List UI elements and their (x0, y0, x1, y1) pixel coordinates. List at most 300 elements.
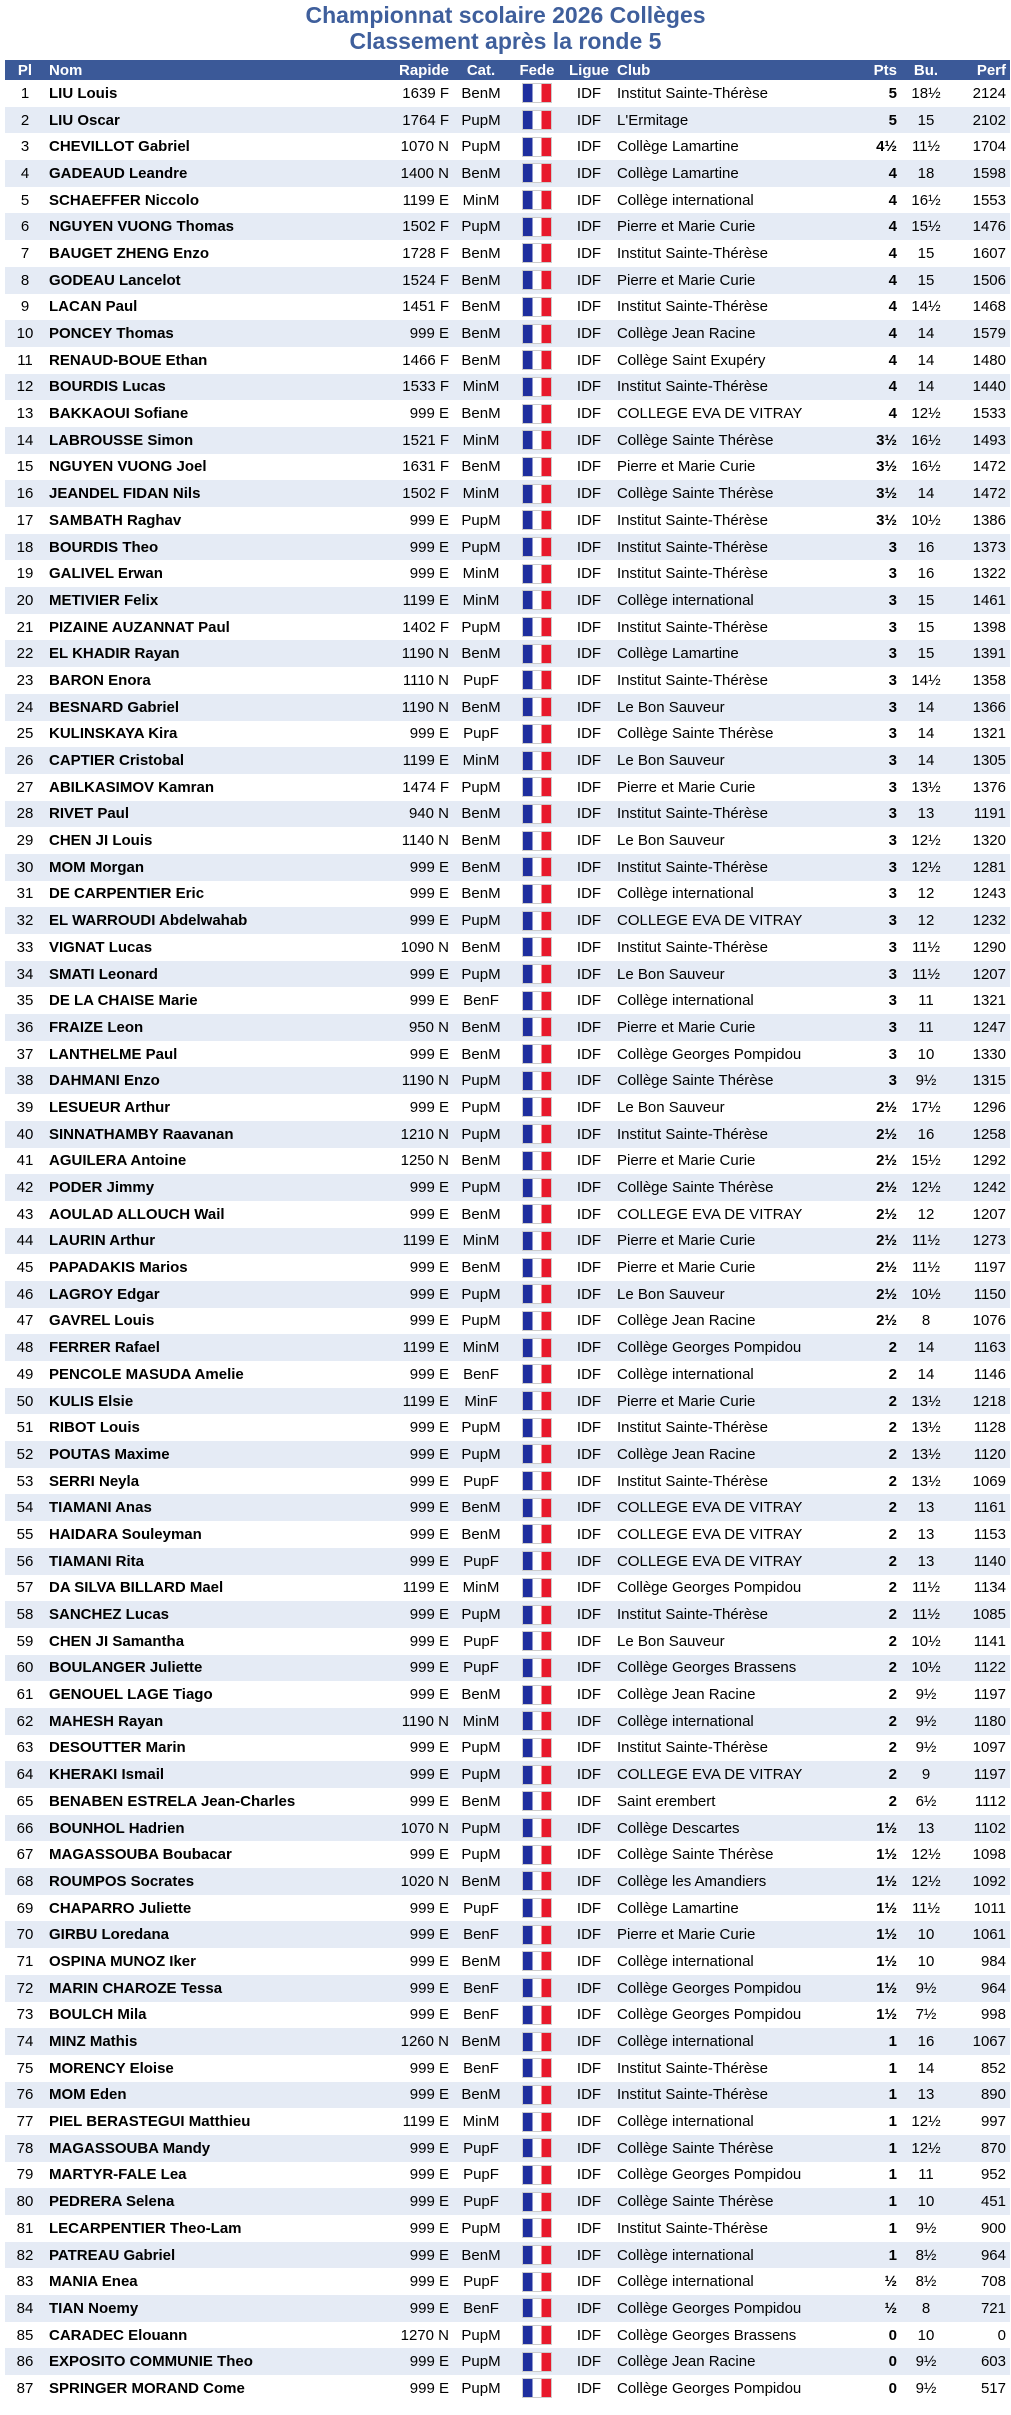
table-row[interactable] (5, 1228, 1010, 1255)
table-row[interactable] (5, 1655, 1010, 1682)
cell-category: MinM (453, 427, 509, 454)
cell-federation (509, 534, 565, 561)
cell-league: IDF (565, 2082, 613, 2109)
table-row[interactable] (5, 1148, 1010, 1175)
cell-rating: 999 E (385, 1441, 453, 1468)
france-flag-icon (522, 1258, 552, 1278)
cell-player-name[interactable]: RIBOT Louis (45, 1414, 385, 1441)
cell-player-name[interactable]: LACAN Paul (45, 294, 385, 321)
table-row[interactable] (5, 1094, 1010, 1121)
cell-points: 3 (851, 667, 901, 694)
cell-category: PupF (453, 667, 509, 694)
table-row[interactable] (5, 1788, 1010, 1815)
cell-rating: 999 E (385, 2295, 453, 2322)
table-row[interactable] (5, 1041, 1010, 1068)
cell-player-name[interactable]: EXPOSITO COMMUNIE Theo (45, 2348, 385, 2375)
cell-place: 24 (5, 694, 45, 721)
cell-player-name[interactable]: DAHMANI Enzo (45, 1067, 385, 1094)
cell-points: 2 (851, 1414, 901, 1441)
cell-buchholz: 18½ (901, 80, 951, 107)
cell-points: 1½ (851, 1948, 901, 1975)
table-row[interactable] (5, 721, 1010, 748)
table-row[interactable] (5, 240, 1010, 267)
cell-federation (509, 1148, 565, 1175)
cell-federation (509, 640, 565, 667)
cell-federation (509, 1868, 565, 1895)
cell-player-name[interactable]: EL WARROUDI Abdelwahab (45, 907, 385, 934)
cell-player-name[interactable]: RENAUD-BOUE Ethan (45, 347, 385, 374)
cell-performance: 1102 (951, 1815, 1010, 1842)
cell-federation (509, 1041, 565, 1068)
cell-buchholz: 12½ (901, 1841, 951, 1868)
table-row[interactable] (5, 480, 1010, 507)
cell-player-name[interactable]: HAIDARA Souleyman (45, 1521, 385, 1548)
cell-rating: 1524 F (385, 267, 453, 294)
cell-player-name[interactable]: PIZAINE AUZANNAT Paul (45, 614, 385, 641)
cell-player-name[interactable]: EL KHADIR Rayan (45, 640, 385, 667)
cell-player-name[interactable]: SPRINGER MORAND Come (45, 2375, 385, 2402)
cell-player-name[interactable]: GIRBU Loredana (45, 1921, 385, 1948)
cell-player-name[interactable]: KULIS Elsie (45, 1388, 385, 1415)
cell-category: BenM (453, 240, 509, 267)
cell-performance: 997 (951, 2108, 1010, 2135)
cell-player-name[interactable]: GADEAUD Leandre (45, 160, 385, 187)
table-row[interactable] (5, 1601, 1010, 1628)
table-row[interactable] (5, 2268, 1010, 2295)
column-header-federation[interactable]: Fede (509, 60, 565, 80)
cell-buchholz: 10½ (901, 1281, 951, 1308)
table-row[interactable] (5, 1254, 1010, 1281)
cell-rating: 999 E (385, 1628, 453, 1655)
table-row[interactable] (5, 640, 1010, 667)
cell-place: 32 (5, 907, 45, 934)
cell-club: Collège international (613, 1708, 851, 1735)
cell-rating: 1400 N (385, 160, 453, 187)
table-row[interactable] (5, 1761, 1010, 1788)
cell-player-name[interactable]: POUTAS Maxime (45, 1441, 385, 1468)
column-header-performance[interactable]: Perf (951, 60, 1010, 80)
column-header-points[interactable]: Pts (851, 60, 901, 80)
cell-points: 3½ (851, 480, 901, 507)
cell-player-name[interactable]: MANIA Enea (45, 2268, 385, 2295)
cell-points: 2 (851, 1334, 901, 1361)
cell-player-name[interactable]: FRAIZE Leon (45, 1014, 385, 1041)
table-row[interactable] (5, 1308, 1010, 1335)
table-row[interactable] (5, 987, 1010, 1014)
cell-player-name[interactable]: MOM Morgan (45, 854, 385, 881)
table-row[interactable] (5, 454, 1010, 481)
cell-club: Institut Sainte-Thérèse (613, 240, 851, 267)
cell-player-name[interactable]: SMATI Leonard (45, 961, 385, 988)
table-row[interactable] (5, 2242, 1010, 2269)
cell-category: PupF (453, 721, 509, 748)
table-row[interactable] (5, 2002, 1010, 2029)
cell-player-name[interactable]: BOUNHOL Hadrien (45, 1815, 385, 1842)
cell-player-name[interactable]: AOULAD ALLOUCH Wail (45, 1201, 385, 1228)
table-row[interactable] (5, 1174, 1010, 1201)
cell-performance: 1098 (951, 1841, 1010, 1868)
cell-performance: 1120 (951, 1441, 1010, 1468)
cell-player-name[interactable]: TIAMANI Rita (45, 1548, 385, 1575)
cell-player-name[interactable]: DA SILVA BILLARD Mael (45, 1575, 385, 1602)
cell-league: IDF (565, 560, 613, 587)
cell-player-name[interactable]: MAHESH Rayan (45, 1708, 385, 1735)
table-row[interactable] (5, 2348, 1010, 2375)
table-row[interactable] (5, 347, 1010, 374)
table-row[interactable] (5, 1975, 1010, 2002)
cell-club: Institut Sainte-Thérèse (613, 80, 851, 107)
france-flag-icon (522, 831, 552, 851)
cell-category: PupM (453, 907, 509, 934)
cell-league: IDF (565, 267, 613, 294)
table-row[interactable] (5, 1281, 1010, 1308)
cell-category: PupM (453, 2215, 509, 2242)
cell-buchholz: 13½ (901, 774, 951, 801)
cell-league: IDF (565, 774, 613, 801)
cell-federation (509, 2215, 565, 2242)
france-flag-icon (522, 590, 552, 610)
cell-category: PupF (453, 1895, 509, 1922)
cell-category: BenM (453, 881, 509, 908)
cell-rating: 999 E (385, 907, 453, 934)
table-row[interactable] (5, 1895, 1010, 1922)
cell-player-name[interactable]: LIU Oscar (45, 107, 385, 134)
table-row[interactable] (5, 187, 1010, 214)
cell-player-name[interactable]: BOURDIS Lucas (45, 374, 385, 401)
france-flag-icon (522, 163, 552, 183)
table-row[interactable] (5, 80, 1010, 107)
cell-category: PupM (453, 1067, 509, 1094)
cell-player-name[interactable]: JEANDEL FIDAN Nils (45, 480, 385, 507)
cell-points: 3 (851, 1067, 901, 1094)
cell-club: Collège Jean Racine (613, 1441, 851, 1468)
table-row[interactable] (5, 774, 1010, 801)
cell-place: 70 (5, 1921, 45, 1948)
cell-player-name[interactable]: BAKKAOUI Sofiane (45, 400, 385, 427)
cell-buchholz: 13½ (901, 1441, 951, 1468)
cell-player-name[interactable]: RIVET Paul (45, 801, 385, 828)
cell-player-name[interactable]: BAUGET ZHENG Enzo (45, 240, 385, 267)
cell-player-name[interactable]: CAPTIER Cristobal (45, 747, 385, 774)
cell-points: 3½ (851, 454, 901, 481)
table-row[interactable] (5, 1494, 1010, 1521)
cell-player-name[interactable]: PAPADAKIS Marios (45, 1254, 385, 1281)
table-row[interactable] (5, 2322, 1010, 2349)
cell-player-name[interactable]: MAGASSOUBA Boubacar (45, 1841, 385, 1868)
cell-player-name[interactable]: SANCHEZ Lucas (45, 1601, 385, 1628)
cell-player-name[interactable]: GENOUEL LAGE Tiago (45, 1681, 385, 1708)
france-flag-icon (522, 1845, 552, 1865)
table-row[interactable] (5, 1334, 1010, 1361)
cell-player-name[interactable]: PONCEY Thomas (45, 320, 385, 347)
cell-player-name[interactable]: DESOUTTER Marin (45, 1735, 385, 1762)
cell-player-name[interactable]: MAGASSOUBA Mandy (45, 2135, 385, 2162)
france-flag-icon (522, 1791, 552, 1811)
column-header-league[interactable]: Ligue (565, 60, 613, 80)
cell-federation (509, 454, 565, 481)
cell-player-name[interactable]: LANTHELME Paul (45, 1041, 385, 1068)
cell-player-name[interactable]: LIU Louis (45, 80, 385, 107)
table-row[interactable] (5, 2295, 1010, 2322)
cell-federation (509, 1975, 565, 2002)
table-row[interactable] (5, 213, 1010, 240)
cell-player-name[interactable]: BOURDIS Theo (45, 534, 385, 561)
cell-player-name[interactable]: MORENCY Eloise (45, 2055, 385, 2082)
cell-buchholz: 9½ (901, 1975, 951, 2002)
cell-player-name[interactable]: KULINSKAYA Kira (45, 721, 385, 748)
cell-performance: 0 (951, 2322, 1010, 2349)
cell-performance: 1067 (951, 2028, 1010, 2055)
cell-performance: 1366 (951, 694, 1010, 721)
table-row[interactable] (5, 1201, 1010, 1228)
cell-player-name[interactable]: PEDRERA Selena (45, 2188, 385, 2215)
table-row[interactable] (5, 160, 1010, 187)
cell-player-name[interactable]: MARTYR-FALE Lea (45, 2162, 385, 2189)
cell-place: 69 (5, 1895, 45, 1922)
cell-rating: 999 E (385, 1174, 453, 1201)
cell-points: 4 (851, 374, 901, 401)
cell-player-name[interactable]: DE LA CHAISE Marie (45, 987, 385, 1014)
table-row[interactable] (5, 133, 1010, 160)
table-row[interactable] (5, 907, 1010, 934)
cell-place: 72 (5, 1975, 45, 2002)
cell-rating: 999 E (385, 1201, 453, 1228)
table-row[interactable] (5, 400, 1010, 427)
table-row[interactable] (5, 934, 1010, 961)
cell-player-name[interactable]: ROUMPOS Socrates (45, 1868, 385, 1895)
table-row[interactable] (5, 827, 1010, 854)
cell-points: 0 (851, 2375, 901, 2402)
table-row[interactable] (5, 1948, 1010, 1975)
cell-buchholz: 15½ (901, 1148, 951, 1175)
cell-performance: 1247 (951, 1014, 1010, 1041)
cell-buchholz: 14 (901, 1334, 951, 1361)
cell-player-name[interactable]: GALIVEL Erwan (45, 560, 385, 587)
cell-category: BenF (453, 2055, 509, 2082)
table-row[interactable] (5, 1735, 1010, 1762)
france-flag-icon (522, 2032, 552, 2052)
cell-player-name[interactable]: ABILKASIMOV Kamran (45, 774, 385, 801)
cell-player-name[interactable]: AGUILERA Antoine (45, 1148, 385, 1175)
cell-federation (509, 2322, 565, 2349)
cell-category: MinF (453, 1388, 509, 1415)
cell-player-name[interactable]: LABROUSSE Simon (45, 427, 385, 454)
table-row[interactable] (5, 614, 1010, 641)
cell-rating: 999 E (385, 320, 453, 347)
table-row[interactable] (5, 294, 1010, 321)
cell-player-name[interactable]: CHAPARRO Juliette (45, 1895, 385, 1922)
cell-performance: 1191 (951, 801, 1010, 828)
cell-place: 3 (5, 133, 45, 160)
table-row[interactable] (5, 2135, 1010, 2162)
france-flag-icon (522, 217, 552, 237)
cell-performance: 1290 (951, 934, 1010, 961)
cell-points: 2 (851, 1441, 901, 1468)
cell-club: COLLEGE EVA DE VITRAY (613, 907, 851, 934)
cell-player-name[interactable]: MARIN CHAROZE Tessa (45, 1975, 385, 2002)
table-row[interactable] (5, 427, 1010, 454)
cell-federation (509, 1921, 565, 1948)
cell-rating: 999 E (385, 1468, 453, 1495)
cell-player-name[interactable]: BOULANGER Juliette (45, 1655, 385, 1682)
cell-player-name[interactable]: MINZ Mathis (45, 2028, 385, 2055)
table-row[interactable] (5, 2162, 1010, 2189)
cell-place: 2 (5, 107, 45, 134)
table-row[interactable] (5, 2082, 1010, 2109)
cell-player-name[interactable]: BENABEN ESTRELA Jean-Charles (45, 1788, 385, 1815)
table-row[interactable] (5, 1361, 1010, 1388)
cell-rating: 999 E (385, 560, 453, 587)
cell-player-name[interactable]: NGUYEN VUONG Thomas (45, 213, 385, 240)
cell-player-name[interactable]: VIGNAT Lucas (45, 934, 385, 961)
cell-player-name[interactable]: PODER Jimmy (45, 1174, 385, 1201)
cell-player-name[interactable]: SERRI Neyla (45, 1468, 385, 1495)
cell-player-name[interactable]: LAURIN Arthur (45, 1228, 385, 1255)
cell-player-name[interactable]: LESUEUR Arthur (45, 1094, 385, 1121)
table-row[interactable] (5, 2375, 1010, 2402)
cell-category: BenM (453, 640, 509, 667)
cell-player-name[interactable]: CARADEC Elouann (45, 2322, 385, 2349)
column-header-rating[interactable]: Rapide (385, 60, 453, 80)
cell-player-name[interactable]: BOULCH Mila (45, 2002, 385, 2029)
table-row[interactable] (5, 1548, 1010, 1575)
cell-rating: 999 E (385, 2188, 453, 2215)
cell-player-name[interactable]: GAVREL Louis (45, 1308, 385, 1335)
cell-category: BenM (453, 1014, 509, 1041)
table-row[interactable] (5, 854, 1010, 881)
cell-category: MinM (453, 560, 509, 587)
cell-player-name[interactable]: NGUYEN VUONG Joel (45, 454, 385, 481)
table-row[interactable] (5, 267, 1010, 294)
cell-buchholz: 15 (901, 267, 951, 294)
cell-performance: 1320 (951, 827, 1010, 854)
cell-federation (509, 587, 565, 614)
cell-player-name[interactable]: LAGROY Edgar (45, 1281, 385, 1308)
table-row[interactable] (5, 1921, 1010, 1948)
table-row[interactable] (5, 694, 1010, 721)
cell-performance: 1598 (951, 160, 1010, 187)
cell-player-name[interactable]: TIAN Noemy (45, 2295, 385, 2322)
table-row[interactable] (5, 667, 1010, 694)
cell-federation (509, 1494, 565, 1521)
cell-player-name[interactable]: LECARPENTIER Theo-Lam (45, 2215, 385, 2242)
cell-buchholz: 15½ (901, 213, 951, 240)
cell-club: Collège international (613, 1948, 851, 1975)
cell-rating: 999 E (385, 1254, 453, 1281)
table-row[interactable] (5, 801, 1010, 828)
cell-rating: 999 E (385, 1041, 453, 1068)
table-row[interactable] (5, 1067, 1010, 1094)
table-row[interactable] (5, 1121, 1010, 1148)
cell-player-name[interactable]: CHEN JI Samantha (45, 1628, 385, 1655)
table-row[interactable] (5, 1681, 1010, 1708)
table-row[interactable] (5, 1575, 1010, 1602)
france-flag-icon (522, 1658, 552, 1678)
table-row[interactable] (5, 1815, 1010, 1842)
cell-player-name[interactable]: PIEL BERASTEGUI Matthieu (45, 2108, 385, 2135)
cell-player-name[interactable]: BARON Enora (45, 667, 385, 694)
column-header-buchholz[interactable]: Bu. (901, 60, 951, 80)
cell-player-name[interactable]: PATREAU Gabriel (45, 2242, 385, 2269)
table-row[interactable] (5, 2108, 1010, 2135)
table-row[interactable] (5, 1708, 1010, 1735)
table-row[interactable] (5, 2055, 1010, 2082)
column-header-place[interactable]: Pl (5, 60, 45, 80)
cell-performance: 1197 (951, 1681, 1010, 1708)
cell-player-name[interactable]: GODEAU Lancelot (45, 267, 385, 294)
cell-federation (509, 1281, 565, 1308)
table-row[interactable] (5, 1388, 1010, 1415)
table-row[interactable] (5, 2028, 1010, 2055)
table-row[interactable] (5, 1414, 1010, 1441)
cell-player-name[interactable]: FERRER Rafael (45, 1334, 385, 1361)
cell-club: Institut Sainte-Thérèse (613, 801, 851, 828)
cell-points: 3 (851, 587, 901, 614)
cell-federation (509, 2002, 565, 2029)
table-row[interactable] (5, 747, 1010, 774)
cell-rating: 999 E (385, 1655, 453, 1682)
table-row[interactable] (5, 107, 1010, 134)
cell-player-name[interactable]: TIAMANI Anas (45, 1494, 385, 1521)
cell-player-name[interactable]: METIVIER Felix (45, 587, 385, 614)
table-row[interactable] (5, 320, 1010, 347)
cell-category: BenM (453, 1681, 509, 1708)
table-row[interactable] (5, 881, 1010, 908)
column-header-club[interactable]: Club (613, 60, 851, 80)
cell-player-name[interactable]: OSPINA MUNOZ Iker (45, 1948, 385, 1975)
cell-performance: 1292 (951, 1148, 1010, 1175)
cell-points: 2 (851, 1708, 901, 1735)
table-row[interactable] (5, 2215, 1010, 2242)
column-header-name[interactable]: Nom (45, 60, 385, 80)
table-row[interactable] (5, 1841, 1010, 1868)
table-row[interactable] (5, 1521, 1010, 1548)
cell-league: IDF (565, 854, 613, 881)
standings-table (5, 60, 1010, 2402)
table-row[interactable] (5, 374, 1010, 401)
table-row[interactable] (5, 1441, 1010, 1468)
table-row[interactable] (5, 1628, 1010, 1655)
france-flag-icon (522, 324, 552, 344)
table-row[interactable] (5, 1014, 1010, 1041)
table-row[interactable] (5, 961, 1010, 988)
cell-player-name[interactable]: CHEN JI Louis (45, 827, 385, 854)
column-header-category[interactable]: Cat. (453, 60, 509, 80)
table-row[interactable] (5, 1468, 1010, 1495)
cell-player-name[interactable]: KHERAKI Ismail (45, 1761, 385, 1788)
cell-player-name[interactable]: CHEVILLOT Gabriel (45, 133, 385, 160)
cell-league: IDF (565, 881, 613, 908)
table-row[interactable] (5, 507, 1010, 534)
cell-player-name[interactable]: PENCOLE MASUDA Amelie (45, 1361, 385, 1388)
cell-player-name[interactable]: BESNARD Gabriel (45, 694, 385, 721)
table-row[interactable] (5, 587, 1010, 614)
table-row[interactable] (5, 560, 1010, 587)
table-row[interactable] (5, 2188, 1010, 2215)
cell-player-name[interactable]: MOM Eden (45, 2082, 385, 2109)
cell-club: Le Bon Sauveur (613, 961, 851, 988)
table-row[interactable] (5, 1868, 1010, 1895)
table-row[interactable] (5, 534, 1010, 561)
cell-player-name[interactable]: SAMBATH Raghav (45, 507, 385, 534)
cell-points: 3 (851, 721, 901, 748)
cell-buchholz: 12½ (901, 1174, 951, 1201)
cell-player-name[interactable]: SINNATHAMBY Raavanan (45, 1121, 385, 1148)
cell-player-name[interactable]: SCHAEFFER Niccolo (45, 187, 385, 214)
cell-league: IDF (565, 2322, 613, 2349)
cell-player-name[interactable]: DE CARPENTIER Eric (45, 881, 385, 908)
cell-federation (509, 1815, 565, 1842)
